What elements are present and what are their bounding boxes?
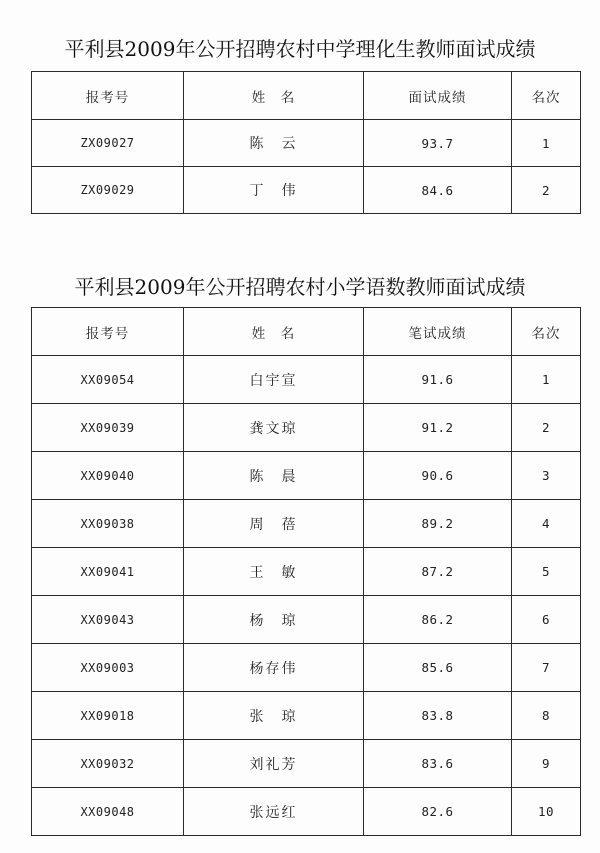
table-row — [32, 644, 581, 692]
cell-name: 杨存伟 — [184, 644, 364, 692]
cell-name: 陈 云 — [184, 120, 364, 167]
table-row — [32, 356, 581, 404]
table-row — [32, 692, 581, 740]
cell-score: 93.7 — [364, 120, 512, 167]
table-row — [32, 500, 581, 548]
cell-rank: 1 — [512, 120, 581, 167]
table-row — [32, 120, 581, 167]
cell-name: 陈 晨 — [184, 452, 364, 500]
cell-exam-id: XX09043 — [32, 596, 184, 644]
cell-exam-id: XX09039 — [32, 404, 184, 452]
cell-rank: 2 — [512, 404, 581, 452]
middle-school-interview-table — [31, 71, 581, 214]
header-name: 姓 名 — [184, 308, 364, 356]
cell-rank: 8 — [512, 692, 581, 740]
cell-rank: 9 — [512, 740, 581, 788]
table-row — [32, 788, 581, 836]
cell-rank: 4 — [512, 500, 581, 548]
table1-title: 平利县2009年公开招聘农村中学理化生教师面试成绩 — [64, 37, 536, 61]
cell-score: 89.2 — [364, 500, 512, 548]
table-row — [32, 404, 581, 452]
table-row — [32, 596, 581, 644]
cell-score: 91.2 — [364, 404, 512, 452]
cell-name: 刘礼芳 — [184, 740, 364, 788]
header-exam-id: 报考号 — [32, 308, 184, 356]
cell-exam-id: XX09054 — [32, 356, 184, 404]
cell-exam-id: XX09003 — [32, 644, 184, 692]
cell-exam-id: XX09018 — [32, 692, 184, 740]
cell-exam-id: XX09038 — [32, 500, 184, 548]
cell-rank: 2 — [512, 167, 581, 214]
cell-rank: 6 — [512, 596, 581, 644]
cell-score: 90.6 — [364, 452, 512, 500]
cell-exam-id: ZX09029 — [32, 167, 184, 214]
header-score: 笔试成绩 — [364, 308, 512, 356]
cell-rank: 10 — [512, 788, 581, 836]
header-score: 面试成绩 — [364, 72, 512, 120]
table2-title: 平利县2009年公开招聘农村小学语数教师面试成绩 — [74, 275, 526, 299]
cell-score: 83.6 — [364, 740, 512, 788]
cell-rank: 5 — [512, 548, 581, 596]
primary-school-score-table — [31, 307, 581, 836]
cell-rank: 7 — [512, 644, 581, 692]
header-name: 姓 名 — [184, 72, 364, 120]
cell-name: 白宇宣 — [184, 356, 364, 404]
cell-score: 85.6 — [364, 644, 512, 692]
cell-rank: 1 — [512, 356, 581, 404]
cell-exam-id: ZX09027 — [32, 120, 184, 167]
cell-name: 杨 琼 — [184, 596, 364, 644]
table-row — [32, 548, 581, 596]
cell-name: 周 蓓 — [184, 500, 364, 548]
cell-score: 83.8 — [364, 692, 512, 740]
table-row — [32, 452, 581, 500]
cell-exam-id: XX09048 — [32, 788, 184, 836]
cell-exam-id: XX09040 — [32, 452, 184, 500]
table-row — [32, 740, 581, 788]
cell-score: 91.6 — [364, 356, 512, 404]
header-rank: 名次 — [512, 308, 581, 356]
cell-exam-id: XX09041 — [32, 548, 184, 596]
cell-name: 张 琼 — [184, 692, 364, 740]
cell-name: 张远红 — [184, 788, 364, 836]
cell-score: 86.2 — [364, 596, 512, 644]
cell-name: 龚文琼 — [184, 404, 364, 452]
cell-score: 87.2 — [364, 548, 512, 596]
table-header-row — [32, 308, 581, 356]
cell-exam-id: XX09032 — [32, 740, 184, 788]
table-header-row — [32, 72, 581, 120]
cell-score: 82.6 — [364, 788, 512, 836]
header-rank: 名次 — [512, 72, 581, 120]
header-exam-id: 报考号 — [32, 72, 184, 120]
table-row — [32, 167, 581, 214]
cell-name: 王 敏 — [184, 548, 364, 596]
cell-name: 丁 伟 — [184, 167, 364, 214]
cell-score: 84.6 — [364, 167, 512, 214]
cell-rank: 3 — [512, 452, 581, 500]
